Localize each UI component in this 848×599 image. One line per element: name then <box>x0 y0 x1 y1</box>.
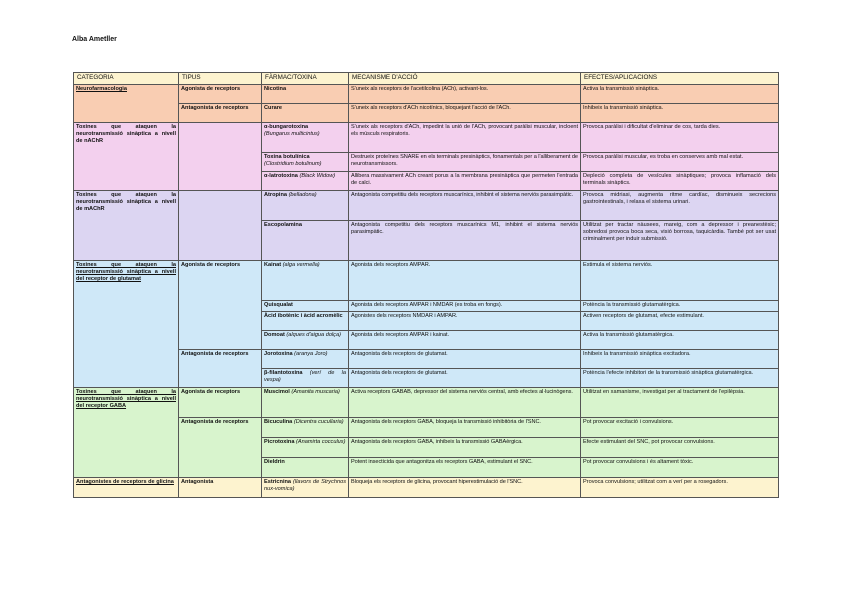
type-cell: Antagonista de receptors <box>179 350 262 388</box>
drug-cell <box>262 478 349 498</box>
mechanism-cell: Antagonista dels receptors GABA, inhibeix la transmissió GABAèrgica. <box>349 438 581 458</box>
drug-source: (belladona) <box>288 192 317 198</box>
drug-source: (Clostridium botulinum) <box>264 161 322 167</box>
drug-cell <box>262 350 349 369</box>
drug-source: (Dicentra cucullaria) <box>293 419 344 425</box>
drug-name: Toxina botulínica <box>264 154 310 160</box>
drug-name: Escopolamina <box>264 222 302 228</box>
category-cell <box>74 388 179 478</box>
drug-cell <box>262 153 349 172</box>
table-row <box>74 478 779 498</box>
type-cell: Antagonista de receptors <box>179 104 262 123</box>
drug-name: Muscimol <box>264 389 290 395</box>
effects-cell: Provoca paràlisi i dificultat d'eliminar de cos, tarda dies. <box>581 123 779 153</box>
drug-name: α-latrotoxina <box>264 173 298 179</box>
drug-cell <box>262 123 349 153</box>
table-row <box>74 85 779 104</box>
table-header-row <box>74 73 779 85</box>
header-categoria: CATEGORIA <box>74 73 179 85</box>
table-row <box>74 418 779 438</box>
effects-cell: Depleció completa de vesícules sinàptiques; provoca inflamació dels terminals sinàptics. <box>581 172 779 191</box>
drug-source: (alques d'aigua dolça) <box>286 332 341 338</box>
header-tipus: TIPUS <box>179 73 262 85</box>
drug-cell <box>262 172 349 191</box>
category-label: Toxines que ataquen la neurotransmissió sinàptica a nivell del receptor de glutamat <box>76 262 176 282</box>
drug-source: (aranya Joro) <box>294 351 328 357</box>
mechanism-cell: Destrueix proteïnes SNARE en els terminals presinàptics, fonamentals per a l'alliberament de neurotransmissors. <box>349 153 581 172</box>
drug-name: Jorotoxina <box>264 351 293 357</box>
mechanism-cell: Potent insecticida que antagonitza els receptors GABA, estimulant el SNC. <box>349 458 581 478</box>
drug-name: Quisqualat <box>264 302 293 308</box>
category-cell <box>74 478 179 498</box>
drug-name: Dieldrin <box>264 459 285 465</box>
effects-cell: Provoca convulsions; utilitzat com a verí per a rosegadors. <box>581 478 779 498</box>
type-cell: Agonista de receptors <box>179 261 262 350</box>
table-row <box>74 261 779 301</box>
mechanism-cell: Agonista dels receptors AMPAR. <box>349 261 581 301</box>
drug-source: (Black Widow) <box>299 173 336 179</box>
drug-name: Àcid ibotènic i àcid acromèlic <box>264 313 343 319</box>
drug-name: Curare <box>264 105 283 111</box>
drug-cell <box>262 104 349 123</box>
mechanism-cell: Activa receptors GABAB, depressor del sistema nerviós central, amb efectes al·lucinògens. <box>349 388 581 418</box>
type-cell: Antagonista <box>179 478 262 498</box>
drug-name: Domoat <box>264 332 285 338</box>
effects-cell: Utilitzat en xamanisme, investigat per al tractament de l'epilèpsia. <box>581 388 779 418</box>
effects-cell: Efecte estimulant del SNC, pot provocar convulsions. <box>581 438 779 458</box>
drug-name: Nicotina <box>264 86 287 92</box>
drug-source: (alga vermella) <box>282 262 320 268</box>
category-label: Toxines que ataquen la neurotransmissió sinàptica a nivell del receptor GABA <box>76 389 176 409</box>
category-cell <box>74 191 179 261</box>
mechanism-cell: Antagonista competitiu dels receptors muscarínics M1, inhibint el sistema nerviós parasimpàtic. <box>349 221 581 261</box>
mechanism-cell: Bloqueja els receptors de glicina, provocant hiperestimulació de l'SNC. <box>349 478 581 498</box>
mechanism-cell: S'uneix als receptors d'ACh nicotínics, bloquejant l'acció de l'ACh. <box>349 104 581 123</box>
category-cell <box>74 123 179 191</box>
effects-cell: Inhibeix la transmissió sinàptica excitadora. <box>581 350 779 369</box>
table-row <box>74 104 779 123</box>
effects-cell: Activa la transmissió sinàptica. <box>581 85 779 104</box>
drug-name: α-bungarotoxina <box>264 124 309 130</box>
type-cell <box>179 191 262 261</box>
effects-cell: Activen receptors de glutamat, efecte estimulant. <box>581 312 779 331</box>
drug-name: Atropina <box>264 192 287 198</box>
drug-name: Bicuculina <box>264 419 293 425</box>
drug-cell <box>262 438 349 458</box>
table-row <box>74 350 779 369</box>
mechanism-cell: Antagonista competitiu dels receptors muscarínics, inhibint el sistema nerviós parasimpàtic. <box>349 191 581 221</box>
header-efectes: EFECTES/APLICACIONS <box>581 73 779 85</box>
drug-cell <box>262 301 349 312</box>
author-name: Alba Ametller <box>72 36 117 43</box>
drug-cell <box>262 312 349 331</box>
pharmacology-table <box>73 72 779 498</box>
drug-name: Kainat <box>264 262 282 268</box>
drug-name: β-filantotoxina <box>264 370 303 376</box>
drug-source: (verí de la vespa) <box>264 370 346 383</box>
drug-cell <box>262 85 349 104</box>
drug-source: (Anamirta cocculus) <box>296 439 346 445</box>
type-cell <box>179 123 262 191</box>
mechanism-cell: Antagonista dels receptors de glutamat. <box>349 369 581 388</box>
drug-cell <box>262 369 349 388</box>
table-row <box>74 123 779 153</box>
category-cell <box>74 261 179 388</box>
type-cell: Agonista de receptors <box>179 85 262 104</box>
mechanism-cell: Agonistes dels receptors NMDAR i AMPAR. <box>349 312 581 331</box>
category-label: Antagonistes de receptors de glicina <box>76 479 174 485</box>
table-row <box>74 388 779 418</box>
drug-source: (llavors de Strychnos nux-vomica) <box>264 479 346 492</box>
mechanism-cell: Agonista dels receptors AMPAR i kainat. <box>349 331 581 350</box>
type-cell: Antagonista de receptors <box>179 418 262 478</box>
header-farmac: FÀRMAC/TOXINA <box>262 73 349 85</box>
category-label: Toxines que ataquen la neurotransmissió sinàptica a nivell de mAChR <box>76 192 176 212</box>
table-row <box>74 191 779 221</box>
effects-cell: Pot provocar convulsions i és altament tòxic. <box>581 458 779 478</box>
mechanism-cell: Agonista dels receptors AMPAR i NMDAR (es troba en fongs). <box>349 301 581 312</box>
drug-name: Picrotoxina <box>264 439 295 445</box>
mechanism-cell: S'uneix als receptors de l'acetilcolina (ACh), activant-los. <box>349 85 581 104</box>
effects-cell: Provoca midriasi, augmenta ritme cardíac, disminueix secrecions gastrointestinals, i relaxa el sistema urinari. <box>581 191 779 221</box>
drug-cell <box>262 331 349 350</box>
effects-cell: Potència la transmissió glutamatèrgica. <box>581 301 779 312</box>
drug-cell <box>262 388 349 418</box>
mechanism-cell: S'uneix als receptors d'ACh, impedint la unió de l'ACh, provocant paràlisi muscular, incloent els músculs respiratoris. <box>349 123 581 153</box>
mechanism-cell: Antagonista dels receptors de glutamat. <box>349 350 581 369</box>
drug-cell <box>262 418 349 438</box>
effects-cell: Estimula el sistema nerviós. <box>581 261 779 301</box>
drug-name: Estricnina <box>264 479 292 485</box>
category-label: Neurofarmacologia <box>76 86 127 92</box>
effects-cell: Inhibeix la transmissió sinàptica. <box>581 104 779 123</box>
effects-cell: Utilitzat per tractar nàusees, mareig, com a depressor i preanestèsic; sobredosi provoca boca seca, visió borrosa, taquicàrdia. També pot ser usat criminalment per induir submissió. <box>581 221 779 261</box>
drug-cell <box>262 458 349 478</box>
drug-source: (Bungarus multicintus) <box>264 131 320 137</box>
category-cell <box>74 85 179 123</box>
drug-source: (Amanita muscaria) <box>291 389 340 395</box>
drug-cell <box>262 191 349 221</box>
type-cell: Agonista de receptors <box>179 388 262 418</box>
header-mecanisme: MECANISME D'ACCIÓ <box>349 73 581 85</box>
drug-cell <box>262 261 349 301</box>
effects-cell: Pot provocar excitació i convulsions. <box>581 418 779 438</box>
effects-cell: Provoca paràlisi muscular, es troba en conserves amb mal estat. <box>581 153 779 172</box>
effects-cell: Potència l'efecte inhibitori de la transmissió sinàptica glutamatèrgica. <box>581 369 779 388</box>
category-label: Toxines que ataquen la neurotransmissió sinàptica a nivell de nAChR <box>76 124 176 144</box>
mechanism-cell: Antagonista dels receptors GABA, bloqueja la transmissió inhibitòria de l'SNC. <box>349 418 581 438</box>
drug-cell <box>262 221 349 261</box>
mechanism-cell: Allibera massivament ACh creant porus a la membrana presinàptica que permeten l'entrada de calci. <box>349 172 581 191</box>
effects-cell: Activa la transmissió glutamatèrgica. <box>581 331 779 350</box>
